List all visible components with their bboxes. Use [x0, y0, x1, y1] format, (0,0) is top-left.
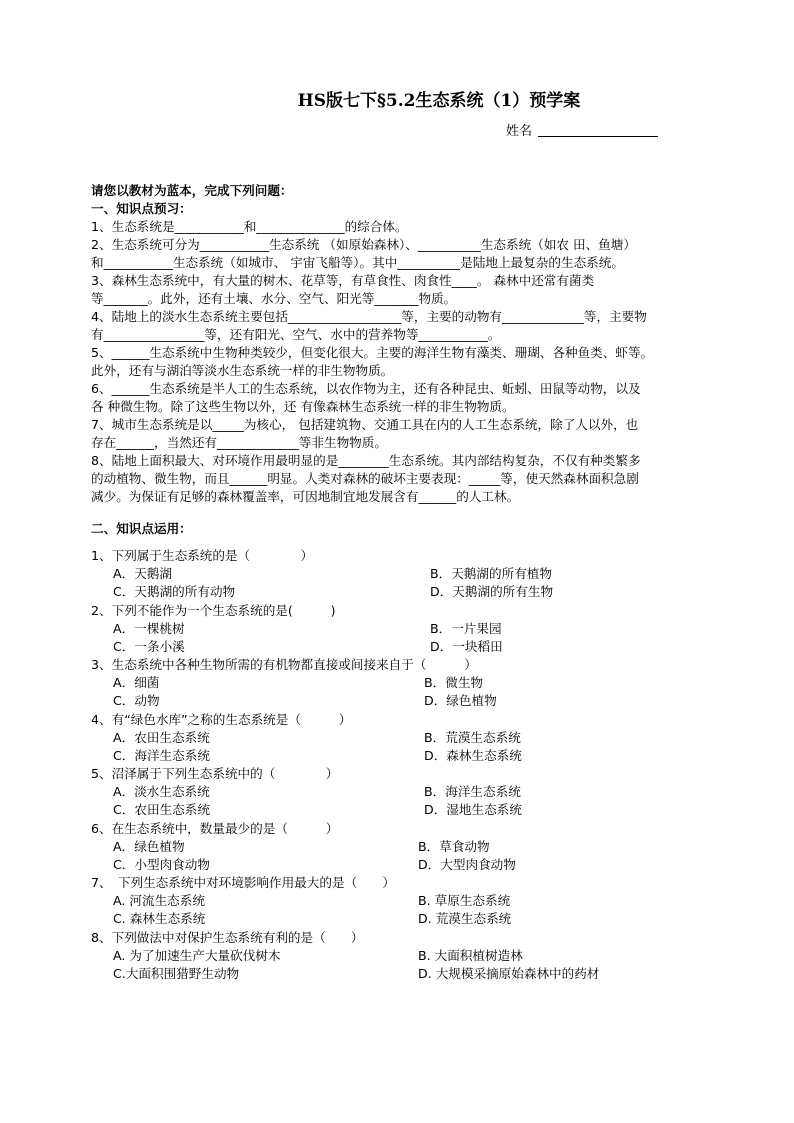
question-2-option-b: B．一片果园: [430, 621, 502, 636]
s1-line-7: 有________________等，还有阳光、空气、水中的营养物等___________。: [91, 327, 501, 342]
question-2-stem: 2、下列不能作为一个生态系统的是( ): [91, 603, 336, 618]
question-3-option-c: C．动物: [113, 693, 160, 708]
question-6-option-b: B．草食动物: [418, 839, 490, 854]
question-3-option-b: B．微生物: [424, 675, 484, 690]
question-1-option-b: B．天鹅湖的所有植物: [430, 566, 552, 581]
question-7-option-b: B. 草原生态系统: [418, 893, 511, 908]
question-7-option-c: C. 森林生态系统: [113, 911, 206, 926]
question-3-option-a: A．细菌: [113, 675, 160, 690]
question-1-option-a: A．天鹅湖: [113, 566, 172, 581]
s1-line-8: 5、______生态系统中生物种类较少，但变化很大。主要的海洋生物有藻类、珊瑚、各种鱼类、虾等。: [91, 345, 654, 360]
page-title: HS版七下§5.2生态系统（1）预学案: [297, 91, 581, 111]
s1-line-2: 2、生态系统可分为___________生态系统 （如原始森林）、__________生态系统（如农 田、鱼塘）: [91, 237, 636, 252]
s1-line-4: 3、森林生态系统中，有大量的树木、花草等，有草食性、肉食性____。 森林中还常有菌类: [91, 273, 595, 288]
s1-line-16: 减少。为保证有足够的森林覆盖率，可因地制宜地发展含有______的人工林。: [91, 489, 520, 504]
question-6-option-c: C．小型肉食动物: [113, 857, 210, 872]
question-8-option-c: C.大面积围猎野生动物: [113, 966, 240, 981]
question-5-option-a: A．淡水生态系统: [113, 784, 210, 799]
s1-line-1: 1、生态系统是___________和______________的综合体。: [91, 219, 408, 234]
s1-line-14: 8、陆地上面积最大、对环境作用最明显的是________生态系统。其内部结构复杂，不仅有种类繁多: [91, 453, 641, 468]
question-2-option-d: D．一块稻田: [430, 639, 503, 654]
s1-line-3: 和___________生态系统（如城市、 宇宙飞船等）。其中__________是陆地上最复杂的生态系统。: [91, 255, 624, 270]
question-7-stem: 7、 下列生态系统中对环境影响作用最大的是（ ）: [91, 875, 395, 890]
question-3-stem: 3、生态系统中各种生物所需的有机物都直接或间接来自于（ ）: [91, 657, 477, 672]
question-5-option-d: D．湿地生态系统: [424, 802, 522, 817]
question-3-option-d: D．绿色植物: [424, 693, 497, 708]
question-1-option-c: C．天鹅湖的所有动物: [113, 584, 236, 599]
question-7-option-a: A. 河流生态系统: [113, 893, 205, 908]
s1-line-15: 的动植物、微生物，而且______明显。人类对森林的破坏主要表现：_____等，使天然森林面积急剧: [91, 471, 639, 486]
question-8-option-a: A. 为了加速生产大量砍伐树木: [113, 948, 281, 963]
question-4-option-d: D．森林生态系统: [424, 748, 522, 763]
s1-line-13: 存在______，当然还有_____________等非生物物质。: [91, 435, 387, 450]
question-6-option-d: D．大型肉食动物: [418, 857, 516, 872]
question-4-option-b: B．荒漠生态系统: [424, 730, 521, 745]
question-1-stem: 1、下列属于生态系统的是（ ）: [91, 548, 314, 563]
question-2-option-c: C．一条小溪: [113, 639, 185, 654]
question-6-option-a: A．绿色植物: [113, 839, 185, 854]
question-6-stem: 6、在生态系统中，数量最少的是（ ）: [91, 821, 339, 836]
name-label: 姓名: [506, 124, 533, 139]
s1-line-6: 4、陆地上的淡水生态系统主要包括__________________等，主要的动物有_____________等，主要物: [91, 309, 647, 324]
name-field: [506, 120, 658, 139]
s1-line-5: 等_______。此外，还有土壤、水分、空气、阳光等_______物质。: [91, 291, 457, 306]
s1-line-10: 6、______生态系统是半人工的生态系统，以农作物为主，还有各种昆虫、蚯蚓、田鼠等动物，以及: [91, 381, 641, 396]
question-8-option-b: B. 大面积植树造林: [418, 948, 523, 963]
question-5-stem: 5、沼泽属于下列生态系统中的（ ）: [91, 766, 339, 781]
question-4-option-a: A．农田生态系统: [113, 730, 210, 745]
question-8-option-d: D. 大规模采摘原始森林中的药材: [418, 966, 600, 981]
name-blank[interactable]: [538, 124, 658, 137]
question-2-option-a: A．一棵桃树: [113, 621, 185, 636]
question-8-stem: 8、下列做法中对保护生态系统有利的是（ ）: [91, 930, 364, 945]
section2-heading: 二、知识点运用：: [91, 521, 192, 536]
intro-text: 请您以教材为蓝本，完成下列问题：: [91, 183, 293, 198]
question-4-option-c: C．海洋生态系统: [113, 748, 210, 763]
s1-line-12: 7、城市生态系统是以_____为核心， 包括建筑物、交通工具在内的人工生态系统，除了人以外，也: [91, 417, 639, 432]
question-5-option-c: C．农田生态系统: [113, 802, 210, 817]
s1-line-9: 此外，还有与湖泊等淡水生态系统一样的非生物物质。: [91, 363, 394, 378]
section1-heading: 一、知识点预习：: [91, 201, 192, 216]
question-4-stem: 4、有“绿色水库”之称的生态系统是（ ）: [91, 712, 352, 727]
s1-line-11: 各 种微生物。除了这些生物以外，还 有像森林生态系统一样的非生物物质。: [91, 399, 515, 414]
question-7-option-d: D. 荒漠生态系统: [418, 911, 512, 926]
question-1-option-d: D．天鹅湖的所有生物: [430, 584, 554, 599]
question-5-option-b: B．海洋生态系统: [424, 784, 521, 799]
